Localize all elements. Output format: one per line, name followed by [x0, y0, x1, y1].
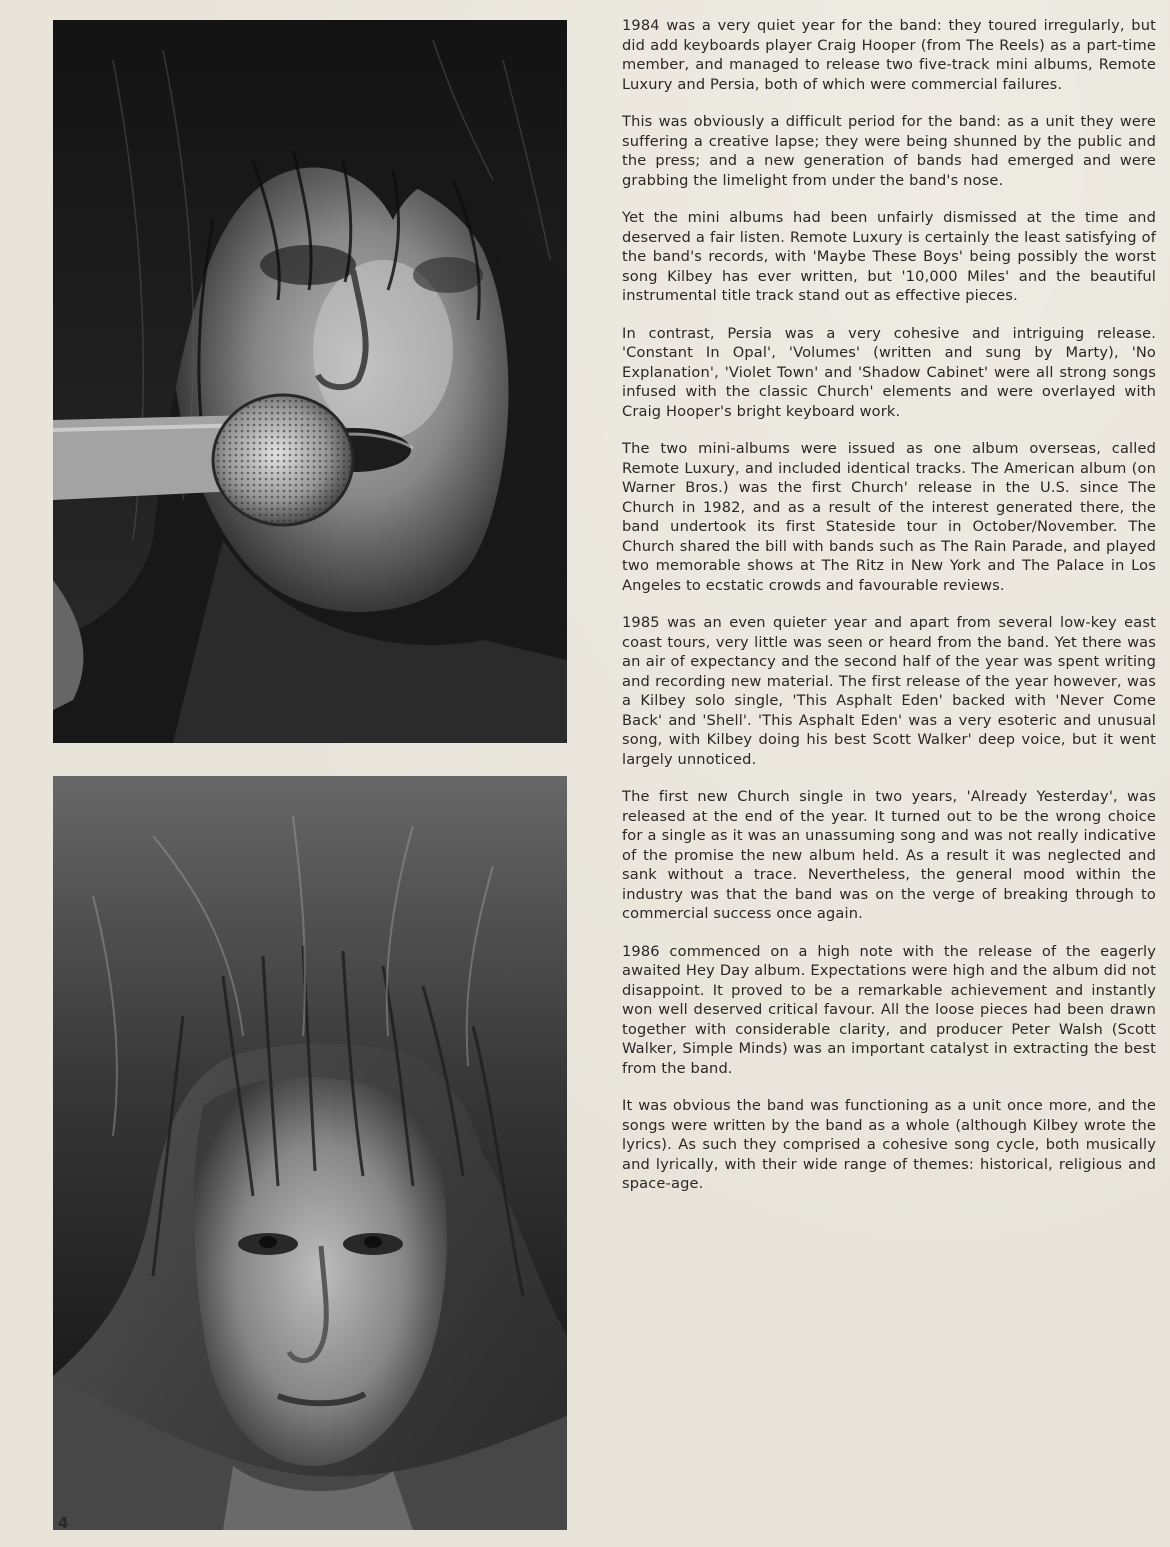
- paragraph: In contrast, Persia was a very cohesive and intriguing release. 'Constant In Opal', 'Volumes' (written and sung by Marty), 'No Explanation', 'Violet Town' and 'Shadow Cabinet' were all strong songs infused with the classic Church' elements and were overlayed with Craig Hooper's bright keyboard work.: [622, 324, 1156, 420]
- paragraph: The first new Church single in two years, 'Already Yesterday', was released at the end of the year. It turned out to be the wrong choice for a single as it was an unassuming song and was not really indicative of the promise the new album held. As a result it was neglected and sank without a trace. Nevertheless, the general mood within the industry was that the band was on the verge of breaking through to commercial success once again.: [622, 788, 1156, 922]
- paragraph: Yet the mini albums had been unfairly dismissed at the time and deserved a fair listen. Remote Luxury is certainly the least satisfying of the band's records, with 'Maybe These Boys' being possibly the worst song Kilbey has ever written, but '10,000 Miles' and the beautiful instrumental title track stand out as effective pieces.: [622, 209, 1156, 304]
- article-body: [622, 16, 1156, 1212]
- paragraph: 1984 was a very quiet year for the band: they toured irregularly, but did add keyboards player Craig Hooper (from The Reels) as a part-time member, and managed to release two five-track mini albums, Remote Luxury and Persia, both of which were commercial failures.: [622, 17, 1156, 93]
- paragraph: This was obviously a difficult period for the band: as a unit they were suffering a creative lapse; they were being shunned by the public and the press; and a new generation of bands had emerged and were grabbing the limelight from under the band's nose.: [622, 113, 1156, 189]
- paragraph: It was obvious the band was functioning as a unit once more, and the songs were written by the band as a whole (although Kilbey wrote the lyrics). As such they comprised a cohesive song cycle, both musically and lyrically, with their wide range of themes: historical, religious and space-age.: [622, 1097, 1156, 1192]
- photo-portrait-with-fringe: [53, 776, 567, 1530]
- photo-singer-at-microphone: [53, 20, 567, 743]
- paragraph: 1986 commenced on a high note with the release of the eagerly awaited Hey Day album. Expectations were high and the album did not disappoint. It proved to be a remarkable achievement and instantly won well deserved critical favour. All the loose pieces had been drawn together with considerable clarity, and producer Peter Walsh (Scott Walker, Simple Minds) was an important catalyst in extracting the best from the band.: [622, 942, 1156, 1077]
- paragraph: The two mini-albums were issued as one album overseas, called Remote Luxury, and included identical tracks. The American album (on Warner Bros.) was the first Church' release in the U.S. since The Church in 1982, and as a result of the interest generated there, the band undertook its first Stateside tour in October/November. The Church shared the bill with bands such as The Rain Parade, and played two memorable shows at The Ritz in New York and The Palace in Los Angeles to ecstatic crowds and favourable reviews.: [622, 440, 1156, 594]
- page-number: 4: [58, 1514, 69, 1532]
- paragraph: 1985 was an even quieter year and apart from several low-key east coast tours, very little was seen or heard from the band. Yet there was an air of expectancy and the second half of the year was spent writing and recording new material. The first release of the year however, was a Kilbey solo single, 'This Asphalt Eden' backed with 'Never Come Back' and 'Shell'. 'This Asphalt Eden' was a very esoteric and unusual song, with Kilbey doing his best Scott Walker' deep voice, but it went largely unnoticed.: [622, 614, 1156, 768]
